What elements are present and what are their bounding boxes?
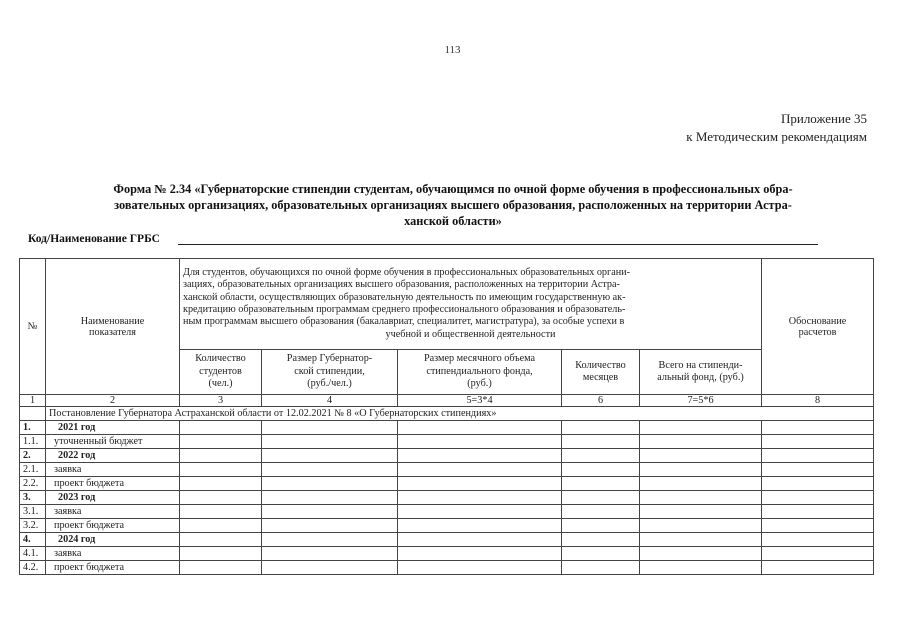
header-total-fund bbox=[640, 350, 762, 395]
value-cell[interactable] bbox=[398, 421, 562, 435]
header-text-line: учебной и общественной деятельности bbox=[385, 328, 556, 340]
column-number: 2 bbox=[46, 395, 180, 407]
header-text-line: Обоснование bbox=[788, 315, 847, 327]
row-label: заявка bbox=[46, 463, 180, 477]
grbs-label: Код/Наименование ГРБС bbox=[28, 233, 160, 245]
table-row bbox=[20, 463, 874, 477]
header-text-line: Размер Губернатор- bbox=[286, 353, 373, 365]
header-text-line: (руб./чел.) bbox=[307, 378, 352, 390]
form-title-line: зовательных организациях, образовательных организациях высшего образования, расположенных на территории Астра- bbox=[114, 198, 792, 212]
header-text-line: Наименование bbox=[80, 315, 145, 327]
header-text-line: Количество bbox=[195, 353, 246, 365]
header-text-line: ханской области, осуществляющих образовательную деятельность по имеющим государственную ак- bbox=[183, 291, 626, 303]
appendix-note bbox=[686, 110, 867, 146]
page-number: 113 bbox=[444, 44, 461, 56]
value-cell[interactable] bbox=[640, 519, 762, 533]
value-cell[interactable] bbox=[398, 561, 562, 575]
value-cell[interactable] bbox=[262, 519, 398, 533]
row-label: 2021 год bbox=[46, 421, 180, 435]
row-number: 2.2. bbox=[20, 477, 46, 491]
header-monthly-fund bbox=[398, 350, 562, 395]
value-cell[interactable] bbox=[180, 519, 262, 533]
header-text-line: кредитацию образовательным программам среднего профессионального образования и образователь- bbox=[183, 304, 626, 315]
value-cell[interactable] bbox=[180, 505, 262, 519]
header-text-line: Для студентов, обучающихся по очной форме обучения в профессиональных образовательных органи- bbox=[183, 266, 631, 278]
table-row bbox=[20, 491, 874, 505]
value-cell[interactable] bbox=[762, 547, 874, 561]
header-num: № bbox=[20, 259, 46, 395]
value-cell[interactable] bbox=[562, 435, 640, 449]
value-cell[interactable] bbox=[640, 561, 762, 575]
row-number: 4.2. bbox=[20, 561, 46, 575]
value-cell[interactable] bbox=[762, 533, 874, 547]
column-number-row bbox=[20, 395, 874, 407]
appendix-line: Приложение 35 bbox=[780, 111, 867, 126]
value-cell[interactable] bbox=[398, 449, 562, 463]
header-text-line: ным программам высшего образования (бакалавриат, специалитет, магистратура), за особые успехи в bbox=[183, 316, 625, 328]
value-cell[interactable] bbox=[180, 491, 262, 505]
row-number: 2. bbox=[20, 449, 46, 463]
table-row bbox=[20, 561, 874, 575]
row-label: заявка bbox=[46, 505, 180, 519]
column-number: 3 bbox=[180, 395, 262, 407]
row-label: 2024 год bbox=[46, 533, 180, 547]
data-rows bbox=[20, 421, 874, 575]
value-cell[interactable] bbox=[640, 477, 762, 491]
header-text-line: Всего на стипенди- bbox=[658, 359, 743, 371]
header-text-line: студентов bbox=[199, 365, 242, 377]
value-cell[interactable] bbox=[562, 519, 640, 533]
value-cell[interactable] bbox=[262, 435, 398, 449]
value-cell[interactable] bbox=[262, 463, 398, 477]
value-cell[interactable] bbox=[562, 449, 640, 463]
value-cell[interactable] bbox=[562, 477, 640, 491]
header-text-line: месяцев bbox=[582, 372, 619, 383]
column-number: 8 bbox=[762, 395, 874, 407]
row-number: 3. bbox=[20, 491, 46, 505]
value-cell[interactable] bbox=[398, 477, 562, 491]
row-number: 4. bbox=[20, 533, 46, 547]
value-cell[interactable] bbox=[180, 477, 262, 491]
value-cell[interactable] bbox=[398, 505, 562, 519]
header-text-line: Количество bbox=[575, 359, 626, 371]
value-cell[interactable] bbox=[640, 505, 762, 519]
value-cell[interactable] bbox=[262, 449, 398, 463]
value-cell[interactable] bbox=[398, 435, 562, 449]
value-cell[interactable] bbox=[398, 519, 562, 533]
header-justification bbox=[762, 259, 874, 395]
header-indicator bbox=[46, 259, 180, 395]
header-text-line: показателя bbox=[89, 326, 136, 338]
value-cell[interactable] bbox=[562, 547, 640, 561]
row-label: 2023 год bbox=[46, 491, 180, 505]
row-number: 3.1. bbox=[20, 505, 46, 519]
appendix-line: к Методическим рекомендациям bbox=[686, 129, 867, 144]
value-cell[interactable] bbox=[762, 463, 874, 477]
row-number: 4.1. bbox=[20, 547, 46, 561]
header-stipend-size bbox=[262, 350, 398, 395]
value-cell[interactable] bbox=[398, 491, 562, 505]
table-row bbox=[20, 449, 874, 463]
header-row bbox=[20, 259, 874, 350]
value-cell[interactable] bbox=[562, 561, 640, 575]
value-cell[interactable] bbox=[398, 533, 562, 547]
value-cell[interactable] bbox=[562, 421, 640, 435]
grbs-fill-line bbox=[178, 244, 818, 245]
header-text-line: ской стипендии, bbox=[294, 365, 365, 377]
value-cell[interactable] bbox=[640, 491, 762, 505]
row-label: уточненный бюджет bbox=[46, 435, 180, 449]
value-cell[interactable] bbox=[640, 463, 762, 477]
header-text-line: зациях, образовательных организациях высшего образования, расположенных на территории Астра- bbox=[183, 279, 620, 291]
decree-text: Постановление Губернатора Астраханской области от 12.02.2021 № 8 «О Губернаторских стипендиях» bbox=[46, 407, 874, 421]
row-label: проект бюджета bbox=[46, 477, 180, 491]
value-cell[interactable] bbox=[180, 449, 262, 463]
table-row bbox=[20, 533, 874, 547]
value-cell[interactable] bbox=[762, 505, 874, 519]
value-cell[interactable] bbox=[262, 491, 398, 505]
header-months-count bbox=[562, 350, 640, 395]
column-number: 7=5*6 bbox=[640, 395, 762, 407]
value-cell[interactable] bbox=[762, 491, 874, 505]
value-cell[interactable] bbox=[180, 533, 262, 547]
table-row bbox=[20, 435, 874, 449]
column-number: 1 bbox=[20, 395, 46, 407]
form-title-line: ханской области» bbox=[404, 214, 502, 228]
value-cell[interactable] bbox=[262, 547, 398, 561]
value-cell[interactable] bbox=[262, 533, 398, 547]
value-cell[interactable] bbox=[180, 463, 262, 477]
value-cell[interactable] bbox=[262, 561, 398, 575]
value-cell[interactable] bbox=[762, 561, 874, 575]
header-group bbox=[180, 259, 762, 350]
value-cell[interactable] bbox=[562, 533, 640, 547]
value-cell[interactable] bbox=[398, 547, 562, 561]
value-cell[interactable] bbox=[640, 547, 762, 561]
row-label: проект бюджета bbox=[46, 561, 180, 575]
value-cell[interactable] bbox=[262, 505, 398, 519]
table-row bbox=[20, 477, 874, 491]
stipend-table bbox=[19, 258, 874, 575]
column-number: 6 bbox=[562, 395, 640, 407]
value-cell[interactable] bbox=[262, 421, 398, 435]
value-cell[interactable] bbox=[762, 519, 874, 533]
table-row bbox=[20, 421, 874, 435]
value-cell[interactable] bbox=[640, 435, 762, 449]
header-text-line: (чел.) bbox=[208, 378, 233, 390]
form-title bbox=[28, 181, 878, 229]
header-text-line: расчетов bbox=[798, 326, 837, 338]
row-number: 1. bbox=[20, 421, 46, 435]
form-title-line: Форма № 2.34 «Губернаторские стипендии студентам, обучающимся по очной форме обучения в профессиональных обра- bbox=[113, 182, 793, 196]
value-cell[interactable] bbox=[762, 477, 874, 491]
header-text-line: стипендиального фонда, bbox=[426, 365, 533, 377]
value-cell[interactable] bbox=[180, 547, 262, 561]
header-text-line: Размер месячного объема bbox=[423, 353, 536, 365]
decree-row bbox=[20, 407, 874, 421]
value-cell[interactable] bbox=[762, 449, 874, 463]
value-cell[interactable] bbox=[398, 463, 562, 477]
value-cell[interactable] bbox=[640, 449, 762, 463]
row-number: 2.1. bbox=[20, 463, 46, 477]
value-cell[interactable] bbox=[640, 421, 762, 435]
column-number: 5=3*4 bbox=[398, 395, 562, 407]
value-cell[interactable] bbox=[562, 491, 640, 505]
header-text-line: альный фонд, (руб.) bbox=[657, 372, 744, 383]
value-cell[interactable] bbox=[180, 421, 262, 435]
table-row bbox=[20, 519, 874, 533]
value-cell[interactable] bbox=[562, 505, 640, 519]
value-cell[interactable] bbox=[562, 463, 640, 477]
row-number: 3.2. bbox=[20, 519, 46, 533]
value-cell[interactable] bbox=[180, 435, 262, 449]
value-cell[interactable] bbox=[640, 533, 762, 547]
value-cell[interactable] bbox=[762, 421, 874, 435]
row-label: заявка bbox=[46, 547, 180, 561]
row-label: проект бюджета bbox=[46, 519, 180, 533]
column-number: 4 bbox=[262, 395, 398, 407]
row-number: 1.1. bbox=[20, 435, 46, 449]
value-cell[interactable] bbox=[180, 561, 262, 575]
table-row bbox=[20, 547, 874, 561]
row-label: 2022 год bbox=[46, 449, 180, 463]
header-students-count bbox=[180, 350, 262, 395]
header-text-line: (руб.) bbox=[467, 378, 492, 390]
table-row bbox=[20, 505, 874, 519]
decree-num-cell bbox=[20, 407, 46, 421]
value-cell[interactable] bbox=[262, 477, 398, 491]
value-cell[interactable] bbox=[762, 435, 874, 449]
